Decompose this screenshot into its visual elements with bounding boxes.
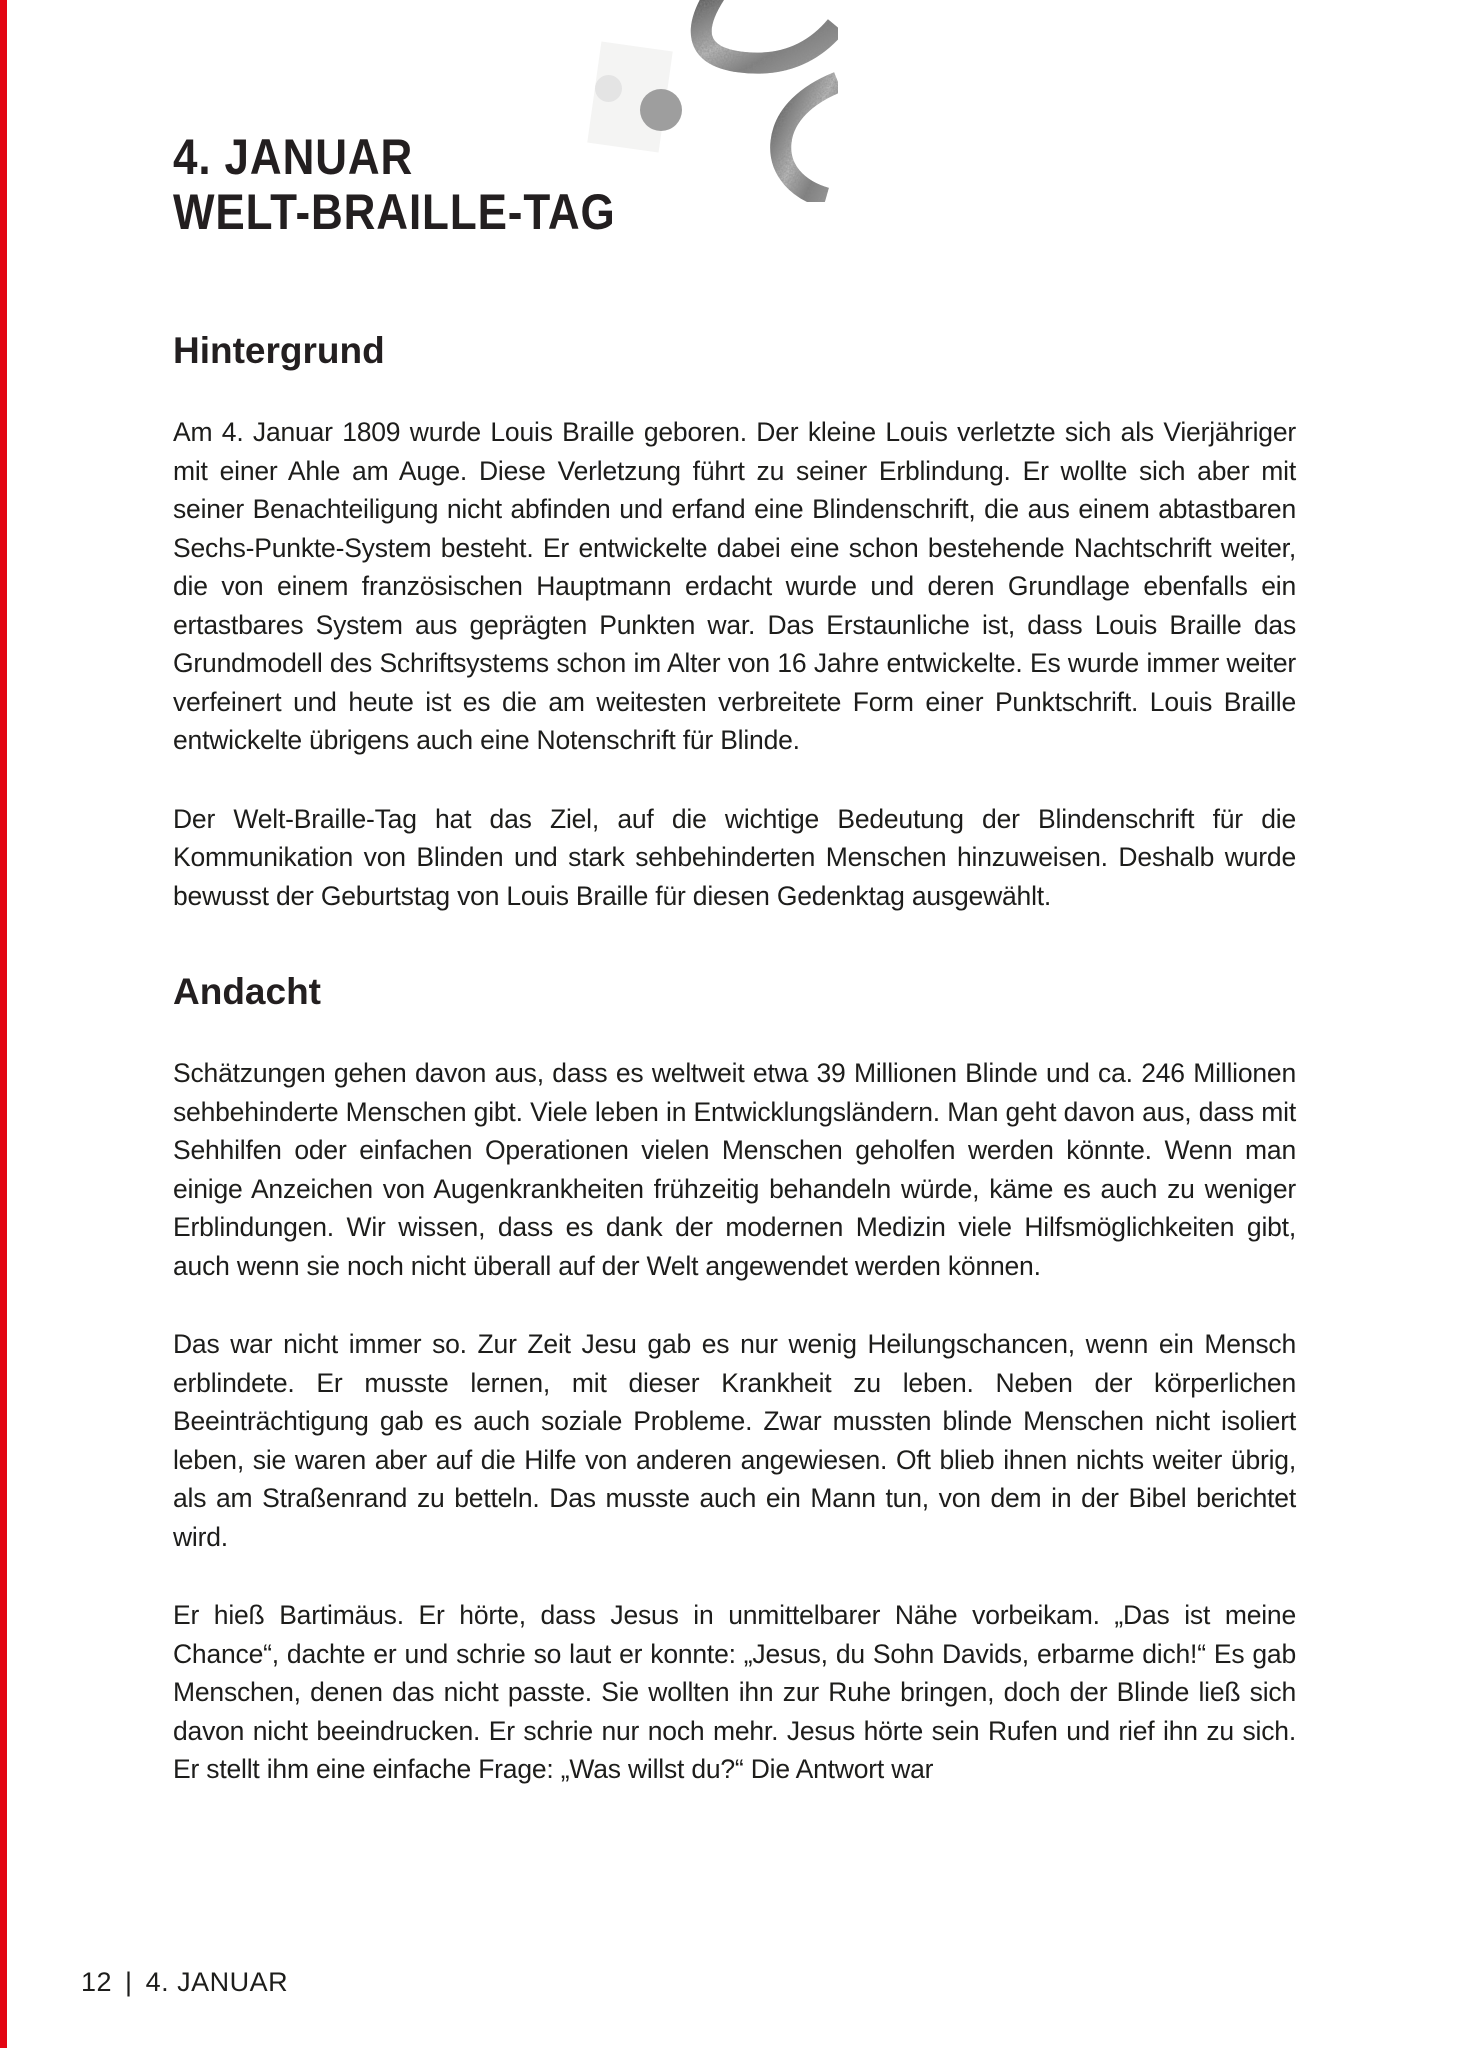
page-edge-accent-bar: [0, 0, 7, 2048]
footer-page-number: 12: [81, 1967, 113, 1997]
footer-chapter-label: 4. JANUAR: [145, 1967, 289, 1997]
section-heading-andacht: Andacht: [173, 971, 321, 1012]
section-heading-hintergrund: Hintergrund: [173, 330, 385, 371]
paragraph-blindness-in-jesus-time: Das war nicht immer so. Zur Zeit Jesu gab es nur wenig Heilungschancen, wenn ein Mensch erblindete. Er musste lernen, mit dieser Krankheit zu leben. Neben der körperlichen Beeinträchtigung gab es auch soziale Probleme. Zwar mussten blinde Menschen nicht isoliert leben, sie waren aber auf die Hilfe von anderen angewiesen. Oft blieb ihnen nichts weiter übrig, als am Straßenrand zu betteln. Das musste auch ein Mann tun, von dem in der Bibel berichtet wird.: [173, 1329, 1296, 1552]
page-title-line1: 4. JANUAR: [173, 129, 414, 185]
page-title: [173, 130, 1161, 240]
paragraph-bartimaeus-story: Er hieß Bartimäus. Er hörte, dass Jesus in unmittelbarer Nähe vorbeikam. „Das ist meine Chance“, dachte er und schrie so laut er konnte: „Jesus, du Sohn Davids, erbarme dich!“ Es gab Menschen, denen das nicht passte. Sie wollten ihn zur Ruhe bringen, doch der Blinde ließ sich davon nicht beeindrucken. Er schrie nur noch mehr. Jesus hörte sein Rufen und rief ihn zu sich. Er stellt ihm eine einfache Frage: „Was willst du?“ Die Antwort war: [173, 1600, 1296, 1784]
page-title-line2: WELT-BRAILLE-TAG: [173, 184, 616, 240]
page-footer: [81, 1966, 288, 1998]
paragraph-braille-day-purpose: Der Welt-Braille-Tag hat das Ziel, auf die wichtige Bedeutung der Blindenschrift für die Kommunikation von Blinden und stark sehbehinderten Menschen hinzuweisen. Deshalb wurde bewusst der Geburtstag von Louis Braille für diesen Gedenktag ausgewählt.: [173, 803, 1296, 911]
paragraph-braille-history: Am 4. Januar 1809 wurde Louis Braille geboren. Der kleine Louis verletzte sich als Vierjähriger mit einer Ahle am Auge. Diese Verletzung führt zu seiner Erblindung. Er wollte sich aber mit seiner Benachteiligung nicht abfinden und erfand eine Blindenschrift, die aus einem abtastbaren Sechs-Punkte-System besteht. Er entwickelte dabei eine schon bestehende Nachtschrift weiter, die von einem französischen Hauptmann erdacht wurde und deren Grundlage ebenfalls ein ertastbares System aus geprägten Punkten war. Das Erstaunliche ist, dass Louis Braille das Grundmodell des Schriftsystems schon im Alter von 16 Jahre entwickelte. Es wurde immer weiter verfeinert und heute ist es die am weitesten verbreitete Form einer Punktschrift. Louis Braille entwickelte übrigens auch eine Notenschrift für Blinde.: [173, 417, 1296, 755]
text-column: [173, 0, 1296, 1829]
footer-separator: |: [125, 1967, 133, 1997]
paragraph-blindness-statistics: Schätzungen gehen davon aus, dass es weltweit etwa 39 Millionen Blinde und ca. 246 Millionen sehbehinderte Menschen gibt. Viele leben in Entwicklungsländern. Man geht davon aus, dass mit Sehhilfen oder einfachen Operationen vielen Menschen geholfen werden könnte. Wenn man einige Anzeichen von Augenkrankheiten frühzeitig behandeln würde, käme es auch zu weniger Erblindungen. Wir wissen, dass es dank der modernen Medizin viele Hilfsmöglichkeiten gibt, auch wenn sie noch nicht überall auf der Welt angewendet werden können.: [173, 1058, 1296, 1281]
